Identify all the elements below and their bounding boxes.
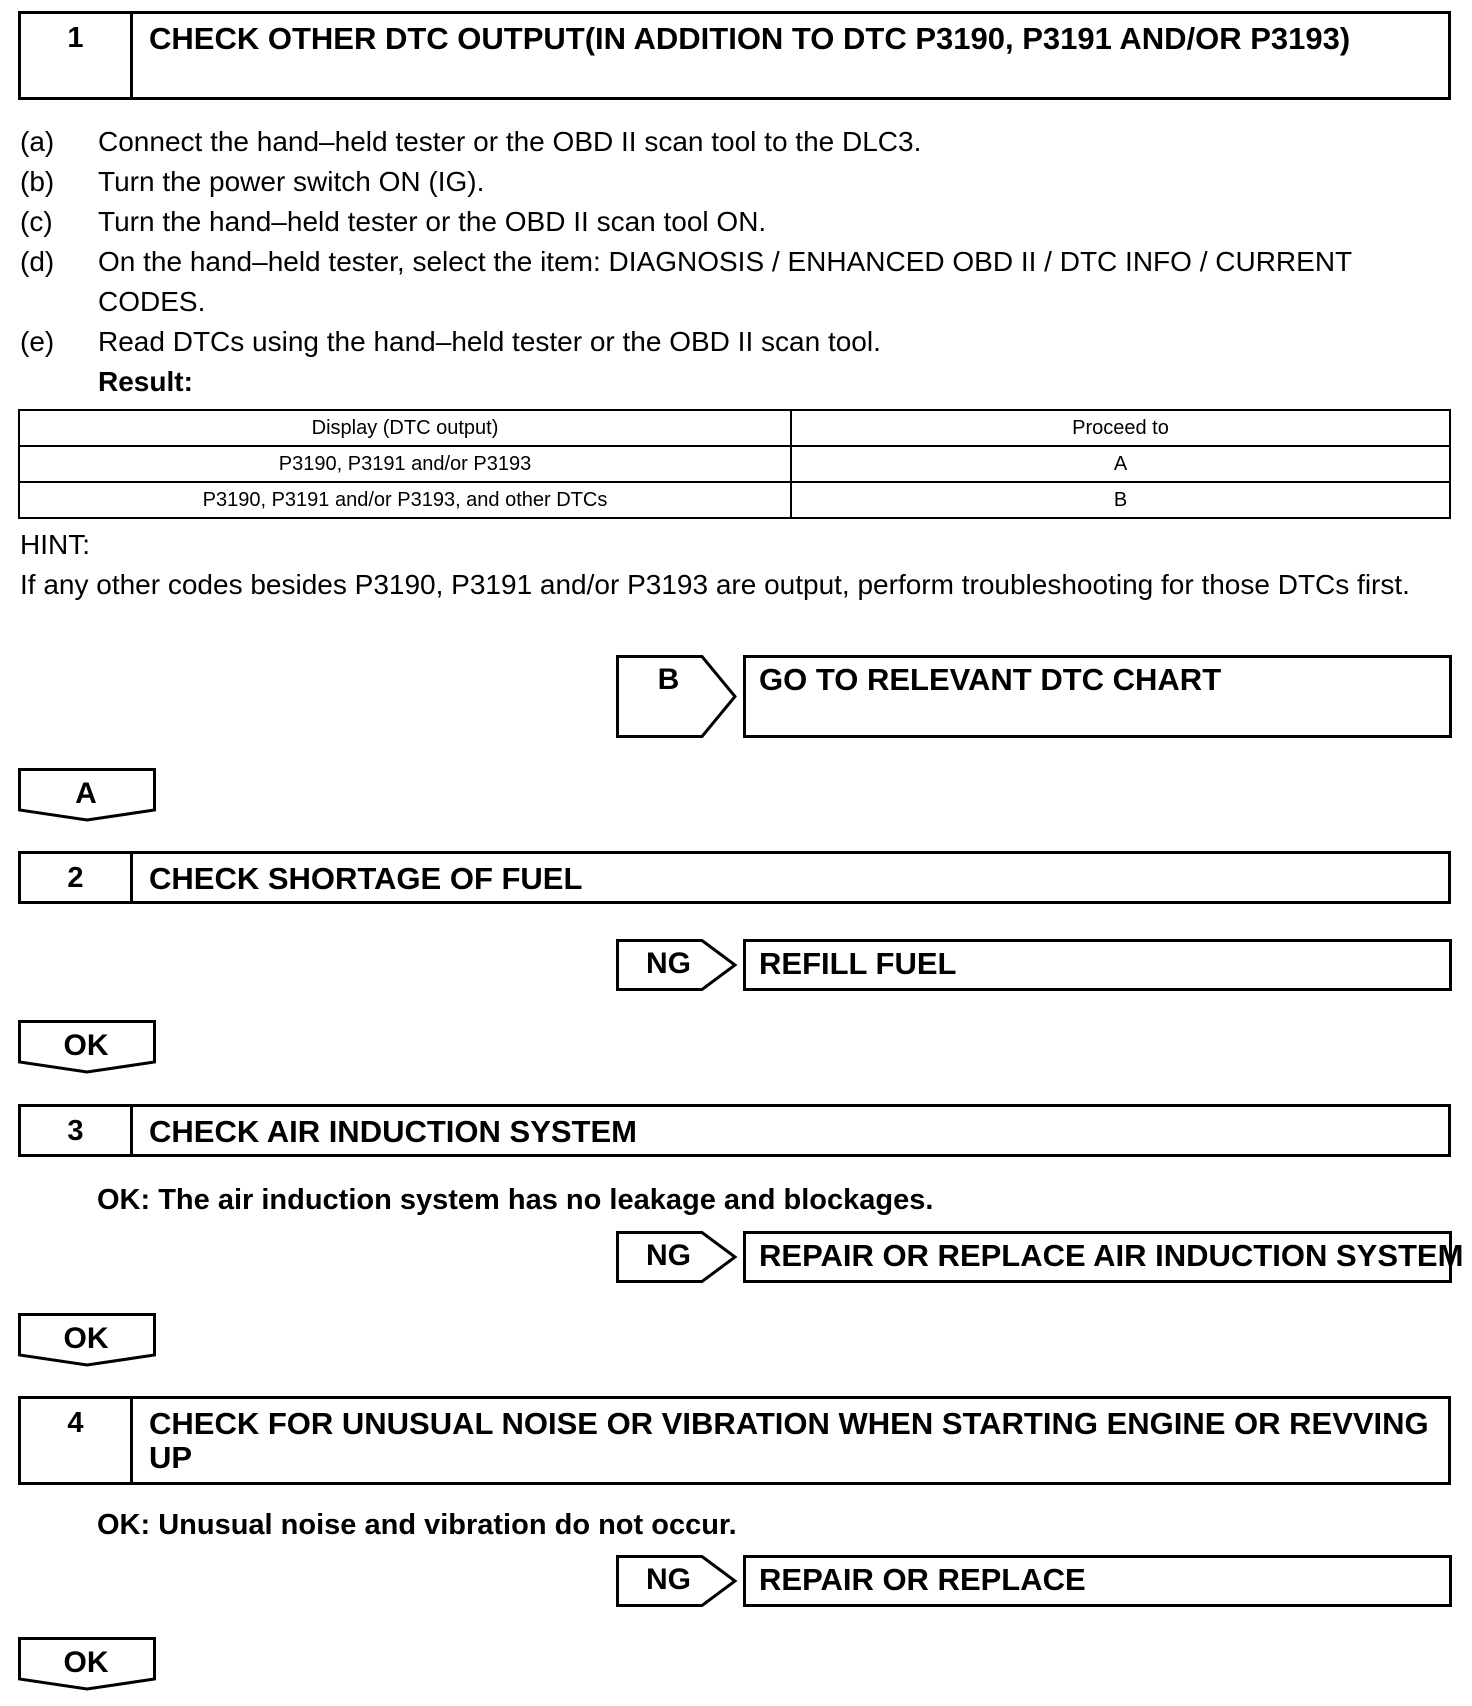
branch-action: GO TO RELEVANT DTC CHART xyxy=(759,662,1222,697)
continue-ok-tag xyxy=(18,1020,156,1074)
list-label: (b) xyxy=(20,166,55,197)
branch-ng-arrow xyxy=(616,1231,741,1283)
list-text: On the hand–held tester, select the item: DIAGNOSIS / ENHANCED OBD II / DTC INFO / CURRENT CODES. xyxy=(98,246,1352,317)
step-1-number: 1 xyxy=(21,14,133,97)
table-header: Display (DTC output) xyxy=(19,410,791,446)
step-2-header xyxy=(18,851,1451,904)
branch-label: NG xyxy=(646,1239,691,1272)
table-row xyxy=(19,446,1450,482)
table-cell: P3190, P3191 and/or P3193 xyxy=(19,446,791,482)
branch-ng-arrow xyxy=(616,1555,741,1607)
step-3-header xyxy=(18,1104,1451,1157)
continue-ok-tag xyxy=(18,1313,156,1367)
list-text: Connect the hand–held tester or the OBD II scan tool to the DLC3. xyxy=(98,126,922,157)
continue-label: OK xyxy=(63,1322,109,1355)
step-3-number: 3 xyxy=(21,1107,133,1154)
step-2-title: CHECK SHORTAGE OF FUEL xyxy=(149,861,583,896)
step-2-number: 2 xyxy=(21,854,133,901)
list-label: (e) xyxy=(20,326,55,357)
list-item-a xyxy=(20,122,1450,162)
table-cell: P3190, P3191 and/or P3193, and other DTCs xyxy=(19,482,791,518)
list-text: Read DTCs using the hand–held tester or the OBD II scan tool. xyxy=(98,326,881,357)
continue-label: A xyxy=(75,777,97,810)
branch-label: NG xyxy=(646,1563,691,1596)
continue-label: OK xyxy=(63,1029,109,1062)
list-label: (a) xyxy=(20,126,55,157)
branch-ng-action-box xyxy=(743,1555,1452,1607)
result-table xyxy=(18,409,1451,519)
branch-action: REPAIR OR REPLACE AIR INDUCTION SYSTEM xyxy=(759,1238,1464,1273)
table-header: Proceed to xyxy=(791,410,1450,446)
branch-label: B xyxy=(657,663,680,696)
list-item-c xyxy=(20,202,1450,242)
list-item-d xyxy=(20,242,1450,322)
branch-action: REFILL FUEL xyxy=(759,946,957,981)
list-text: Turn the hand–held tester or the OBD II scan tool ON. xyxy=(98,206,767,237)
branch-ng-action-box xyxy=(743,1231,1464,1283)
table-cell: B xyxy=(791,482,1450,518)
step-4-number: 4 xyxy=(21,1399,133,1482)
hint-label: HINT: xyxy=(20,529,90,560)
branch-b-arrow xyxy=(616,655,741,738)
step-4-header xyxy=(18,1396,1451,1485)
list-text: Turn the power switch ON (IG). xyxy=(98,166,485,197)
list-item-b xyxy=(20,162,1450,202)
hint-text: If any other codes besides P3190, P3191 and/or P3193 are output, perform troubleshooting for those DTCs first. xyxy=(20,569,1410,600)
ok-criteria: OK: The air induction system has no leakage and blockages. xyxy=(97,1184,934,1216)
branch-label: NG xyxy=(646,947,691,980)
list-item-e xyxy=(20,322,1450,362)
branch-action: REPAIR OR REPLACE xyxy=(759,1562,1086,1597)
branch-ng-arrow xyxy=(616,939,741,991)
step-1-title: CHECK OTHER DTC OUTPUT(IN ADDITION TO DTC P3190, P3191 AND/OR P3193) xyxy=(149,21,1351,56)
continue-ok-tag xyxy=(18,1637,156,1691)
list-label: (c) xyxy=(20,206,53,237)
continue-label: OK xyxy=(63,1646,109,1679)
table-cell: A xyxy=(791,446,1450,482)
list-label: (d) xyxy=(20,246,55,277)
step-1-header xyxy=(18,11,1451,100)
branch-b-action-box xyxy=(743,655,1452,738)
step-4-title: CHECK FOR UNUSUAL NOISE OR VIBRATION WHEN STARTING ENGINE OR REVVING UP xyxy=(149,1406,1429,1475)
branch-ng-action-box xyxy=(743,939,1452,991)
ok-criteria: OK: Unusual noise and vibration do not occur. xyxy=(97,1509,737,1541)
result-label: Result: xyxy=(98,366,193,397)
continue-a-tag xyxy=(18,768,156,822)
step-3-title: CHECK AIR INDUCTION SYSTEM xyxy=(149,1114,637,1149)
table-row xyxy=(19,482,1450,518)
table-header-row xyxy=(19,410,1450,446)
